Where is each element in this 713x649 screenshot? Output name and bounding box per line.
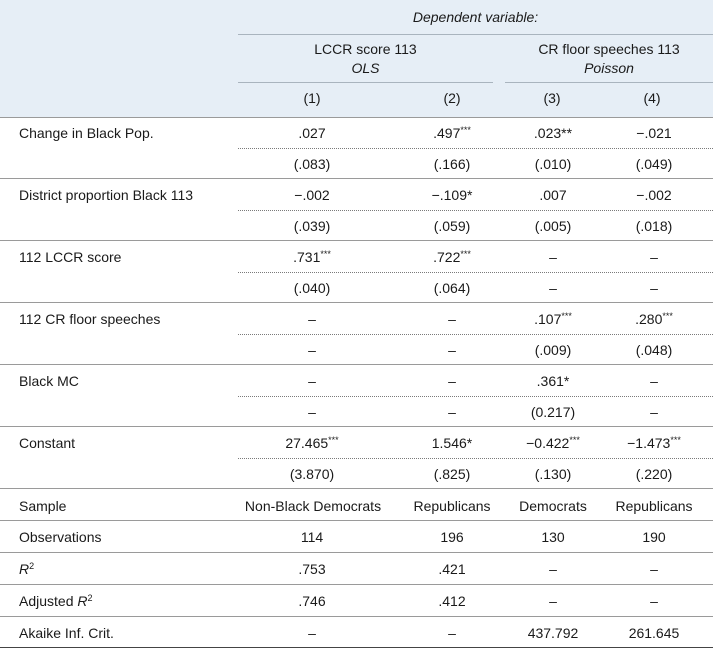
coef-cell: .027 — [298, 125, 326, 141]
se-cell: (3.870) — [289, 466, 335, 482]
stat-cell: 114 — [300, 529, 324, 545]
coef-cell: .497*** — [433, 125, 471, 141]
table-row — [0, 272, 713, 303]
se-cell: – — [549, 280, 557, 296]
group-cr-speeches — [505, 40, 713, 78]
stats-row-aic — [0, 617, 713, 648]
se-cell: – — [448, 404, 456, 420]
se-cell: – — [308, 404, 316, 420]
se-cell: (.064) — [433, 280, 471, 296]
stats-row-adjusted-r2 — [0, 585, 713, 616]
group-rule-lccr — [238, 82, 493, 83]
coef-cell: – — [308, 311, 316, 327]
table-row — [0, 117, 713, 148]
table-row — [0, 427, 713, 458]
se-cell: (.009) — [534, 342, 572, 358]
group-model: Poisson — [584, 60, 634, 76]
coef-cell: −.109* — [431, 187, 473, 203]
se-cell: (.040) — [293, 280, 331, 296]
se-cell: (.130) — [534, 466, 572, 482]
table-row — [0, 334, 713, 365]
se-cell: – — [650, 404, 658, 420]
se-cell: – — [448, 342, 456, 358]
stat-cell: 261.645 — [628, 625, 680, 641]
stat-cell: .753 — [298, 561, 326, 577]
row-label: Observations — [19, 529, 102, 545]
group-title: LCCR score 113 — [314, 41, 417, 57]
se-cell: (.010) — [534, 156, 572, 172]
group-lccr — [238, 40, 493, 78]
table-row — [0, 210, 713, 241]
stat-cell: Non-Black Democrats — [244, 498, 382, 514]
section-divider — [0, 488, 713, 489]
se-cell: (.018) — [635, 218, 673, 234]
stat-cell: – — [650, 593, 658, 609]
se-cell: (.049) — [635, 156, 673, 172]
table-row — [0, 241, 713, 272]
coef-cell: −1.473*** — [627, 435, 681, 451]
se-cell: (.220) — [635, 466, 673, 482]
stats-row-sample — [0, 490, 713, 521]
table-row — [0, 179, 713, 210]
group-rule-cr — [505, 82, 713, 83]
row-label: 112 CR floor speeches — [19, 311, 161, 327]
stat-cell: Democrats — [519, 498, 587, 514]
se-cell: (.166) — [433, 156, 471, 172]
coef-cell: .731*** — [293, 249, 331, 265]
table-row — [0, 458, 713, 489]
se-cell: – — [650, 280, 658, 296]
table-row — [0, 303, 713, 334]
stat-cell: Republicans — [615, 498, 693, 514]
coef-cell: .361* — [536, 373, 570, 389]
se-cell: (.825) — [433, 466, 471, 482]
se-cell: (.059) — [433, 218, 471, 234]
stat-cell: 190 — [642, 529, 666, 545]
table-row — [0, 365, 713, 396]
row-label: Sample — [19, 498, 67, 514]
coef-cell: 27.465*** — [285, 435, 339, 451]
group-title: CR floor speeches 113 — [538, 41, 680, 57]
column-number: (1) — [303, 90, 321, 106]
stat-cell: 130 — [541, 529, 565, 545]
table-bottom-rule — [0, 647, 713, 648]
coef-cell: – — [549, 249, 557, 265]
stat-cell: – — [308, 625, 316, 641]
stat-cell: .412 — [438, 593, 466, 609]
coef-cell: −.002 — [636, 187, 672, 203]
se-cell: (.048) — [635, 342, 673, 358]
row-label: Akaike Inf. Crit. — [19, 625, 114, 641]
stat-cell: – — [650, 561, 658, 577]
stat-cell: – — [448, 625, 456, 641]
column-number: (2) — [443, 90, 461, 106]
coef-cell: .722*** — [433, 249, 471, 265]
dependent-variable-label: Dependent variable: — [412, 9, 539, 25]
row-label: District proportion Black 113 — [19, 187, 194, 203]
column-number: (4) — [643, 90, 661, 106]
header-rule — [238, 34, 713, 35]
coef-cell: .007 — [539, 187, 567, 203]
stat-cell: 196 — [440, 529, 464, 545]
stat-cell: – — [549, 593, 557, 609]
row-label: Black MC — [19, 373, 79, 389]
coef-cell: −0.422*** — [526, 435, 580, 451]
se-cell: – — [308, 342, 316, 358]
group-model: OLS — [351, 60, 380, 76]
table-header — [0, 0, 713, 118]
row-label: $R^2$ — [19, 561, 35, 577]
stats-row-observations — [0, 521, 713, 552]
coef-cell: – — [650, 249, 658, 265]
stat-cell: .421 — [438, 561, 466, 577]
coef-cell: 1.546* — [431, 435, 473, 451]
coef-cell: .023** — [533, 125, 573, 141]
row-label: 112 LCCR score — [19, 249, 122, 265]
coef-cell: .280*** — [635, 311, 673, 327]
se-cell: (.083) — [293, 156, 331, 172]
table-row — [0, 396, 713, 427]
coef-cell: – — [650, 373, 658, 389]
coef-cell: .107*** — [534, 311, 572, 327]
row-label: Adjusted $R^2$ — [19, 593, 93, 609]
se-cell: (0.217) — [530, 404, 576, 420]
coef-cell: −.002 — [294, 187, 330, 203]
coef-cell: – — [448, 373, 456, 389]
column-number: (3) — [543, 90, 561, 106]
table-row — [0, 148, 713, 179]
stat-cell: – — [549, 561, 557, 577]
stat-cell: Republicans — [413, 498, 491, 514]
coef-cell: – — [308, 373, 316, 389]
stat-cell: .746 — [298, 593, 326, 609]
row-label: Constant — [19, 435, 76, 451]
coef-cell: – — [448, 311, 456, 327]
row-label: Change in Black Pop. — [19, 125, 154, 141]
coef-cell: −.021 — [636, 125, 672, 141]
stats-row-r2 — [0, 553, 713, 584]
stat-cell: 437.792 — [527, 625, 579, 641]
se-cell: (.039) — [293, 218, 331, 234]
se-cell: (.005) — [534, 218, 572, 234]
